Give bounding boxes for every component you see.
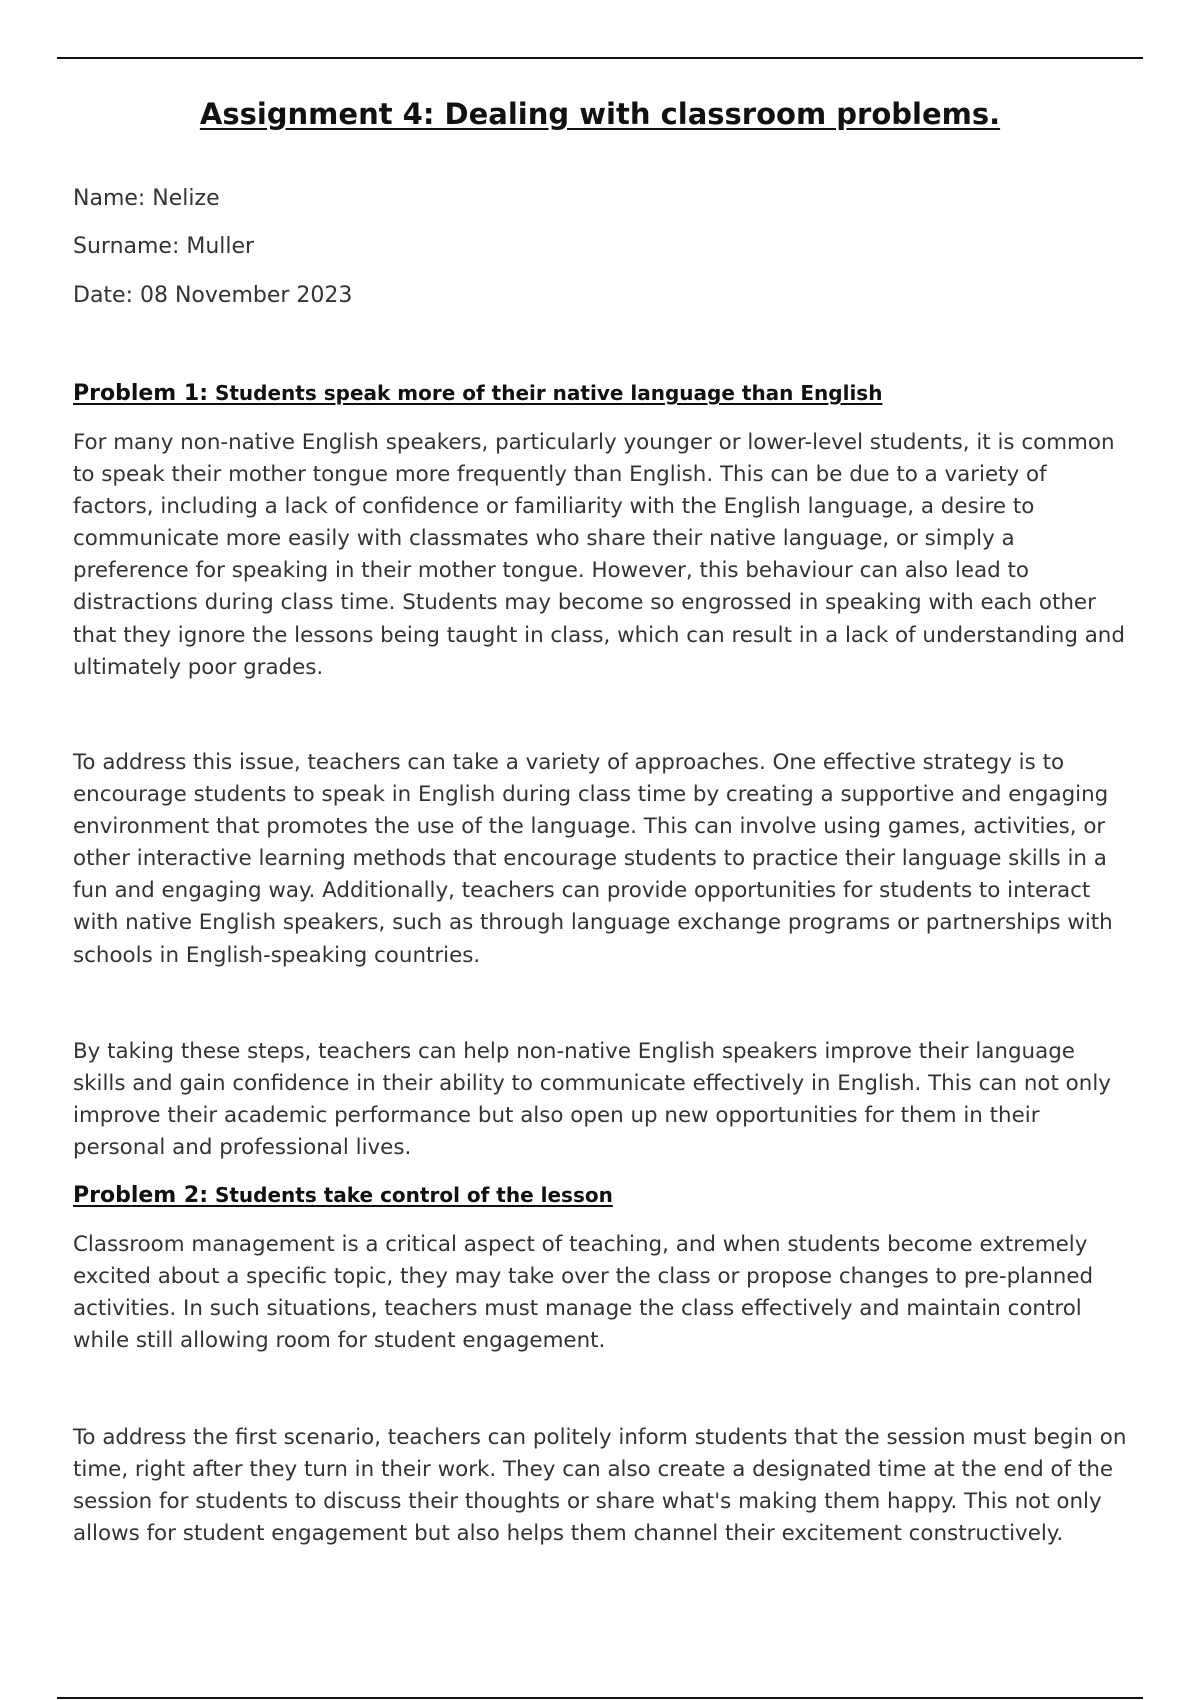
problem-1-heading (73, 381, 882, 406)
surname-line: Surname: Muller (73, 234, 255, 259)
date-line: Date: 08 November 2023 (73, 283, 353, 308)
problem-2-paragraph-1: Classroom management is a critical aspect of teaching, and when students become extremely excited about a specific topic, they may take over the class or propose changes to pre-planned activities. In such situations, teachers must manage the class effectively and maintain control while still allowing room for student engagement. (73, 1232, 1094, 1354)
problem-1-paragraph-3: By taking these steps, teachers can help non-native English speakers improve their language skills and gain confidence in their ability to communicate effectively in English. This can not only improve their academic performance but also open up new opportunities for them in their personal and professional lives. (73, 1039, 1111, 1161)
top-rule (57, 57, 1143, 59)
problem-1-label: Problem 1: (73, 381, 208, 406)
problem-1-paragraph-1: For many non-native English speakers, particularly younger or lower-level students, it is common to speak their mother tongue more frequently than English. This can be due to a variety of factors, including a lack of confidence or familiarity with the English language, a desire to communicate more easily with classmates who share their native language, or simply a preference for speaking in their mother tongue. However, this behaviour can also lead to distractions during class time. Students may become so engrossed in speaking with each other that they ignore the lessons being taught in class, which can result in a lack of understanding and ultimately poor grades. (73, 430, 1125, 680)
problem-1-paragraph-2: To address this issue, teachers can take a variety of approaches. One effective strategy is to encourage students to speak in English during class time by creating a supportive and engaging environment that promotes the use of the language. This can involve using games, activities, or other interactive learning methods that encourage students to practice their language skills in a fun and engaging way. Additionally, teachers can provide opportunities for students to interact with native English speakers, such as through language exchange programs or partnerships with schools in English-speaking countries. (73, 750, 1113, 968)
problem-2-title: Students take control of the lesson (214, 1183, 613, 1207)
problem-2-heading (73, 1183, 613, 1208)
problem-2-paragraph-2: To address the first scenario, teachers can politely inform students that the session must begin on time, right after they turn in their work. They can also create a designated time at the end of the session for students to discuss their thoughts or share what's making them happy. This not only allows for student engagement but also helps them channel their excitement constructively. (73, 1425, 1127, 1547)
name-line: Name: Nelize (73, 186, 220, 211)
bottom-rule (57, 1697, 1143, 1699)
problem-1-title: Students speak more of their native language than English (214, 381, 883, 405)
problem-2-label: Problem 2: (73, 1183, 208, 1208)
document-title: Assignment 4: Dealing with classroom problems. (199, 97, 1001, 131)
